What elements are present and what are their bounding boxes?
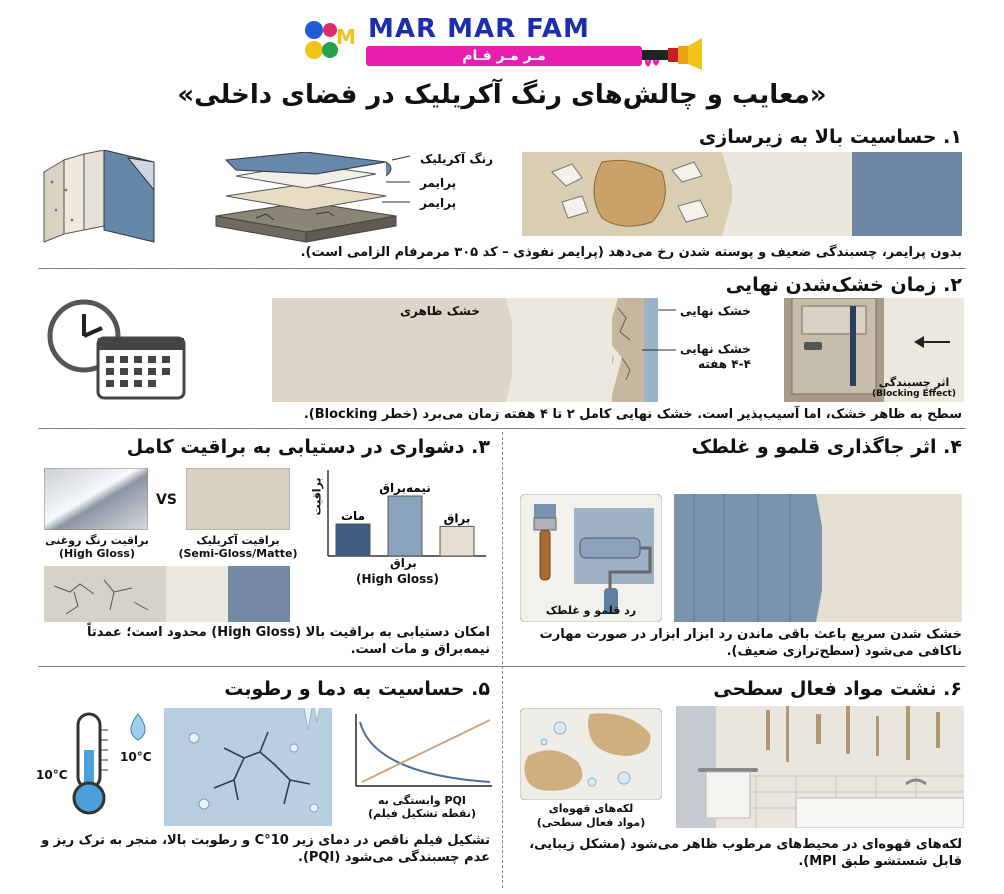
chart-bar-3 (440, 526, 474, 556)
final-dry-label: خشک نهایی (680, 304, 751, 318)
chart-x-label: براق (390, 556, 417, 570)
section-3-caption: امکان دستیابی به براقیت بالا (High Gloss) محدود است؛ عمدتاً نیمه‌براق و مات است. (86, 625, 490, 657)
oil-gloss-swatch (44, 468, 148, 530)
blocking-label-en: (Blocking Effect) (872, 389, 956, 399)
logo-blob-letter: M (336, 25, 356, 49)
versus-label: VS (156, 492, 177, 508)
chart-bar-label-2: نیمه‌براق (379, 481, 431, 495)
gloss-bar-chart (306, 466, 490, 564)
gloss-comparison-strip (44, 566, 290, 622)
section-6-title: ۶. نشت مواد فعال سطحی (713, 678, 962, 700)
temp-label-left: 10°C (36, 768, 68, 782)
section-6-caption: لکه‌های قهوه‌ای در محیط‌های مرطوب ظاهر می‌شود (مشکل زیبایی، قابل شستشو طبق MPI). (529, 837, 962, 869)
pqi-graph-label: وابستگی به PQI (378, 794, 466, 807)
surface-dry-label: خشک ظاهری (400, 304, 480, 318)
peeling-wall-panel (522, 152, 962, 236)
tools-label: رد قلمو و غلطک (545, 604, 637, 617)
chart-bar-label-1: مات (341, 509, 365, 523)
chart-bar-2 (388, 496, 422, 556)
section-5-title: ۵. حساسیت به دما و رطوبت (224, 678, 490, 700)
layer-label-primer-1: پرایمر (420, 176, 457, 190)
chart-bar-1 (336, 524, 370, 556)
logo-persian-band: مـر مـر فـام (366, 46, 642, 66)
section-2-caption: سطح به ظاهر خشک، اما آسیب‌پذیر است. خشک نهایی کامل ۲ تا ۴ هفته زمان می‌برد (خطر Blocking). (303, 407, 962, 422)
blocking-label-fa: اثر چسبندگی (878, 376, 950, 389)
divider-2 (38, 428, 966, 429)
layer-label-acrylic: رنگ آکریلیک (420, 152, 494, 166)
layer-stack-diagram (196, 152, 416, 244)
acrylic-gloss-en-label: (Semi-Gloss/Matte) (178, 547, 298, 560)
acrylic-gloss-label: براقیت آکریلیک (196, 534, 280, 547)
stains-label: لکه‌های قهوه‌ای (548, 802, 634, 815)
section-3-title: ۳. دشواری در دستیابی به براقیت کامل (126, 436, 490, 458)
section-2-title: ۲. زمان خشک‌شدن نهایی (725, 274, 962, 296)
chart-y-label: براقیت (310, 477, 324, 516)
layer-label-primer-2: پرایمر (420, 196, 457, 210)
oil-gloss-label: براقیت رنگ روغنی (45, 534, 149, 547)
oil-gloss-en-label: (High Gloss) (58, 547, 136, 560)
acrylic-gloss-swatch (186, 468, 290, 530)
paint-brush-icon (640, 36, 704, 76)
main-title: «معایب و چالش‌های رنگ آکریلیک در فضای داخلی» (177, 80, 827, 110)
logo-title: MAR MAR FAM (368, 14, 590, 44)
section-1-caption: بدون پرایمر، چسبندگی ضعیف و پوسته شدن رخ می‌دهد (پرایمر نفوذی – کد ۳۰۵ مرمرفام الزامی است). (300, 245, 962, 260)
temp-label-right: 10°C (120, 750, 152, 764)
divider-3 (38, 666, 966, 667)
pqi-graph-label-2: (نقطه تشکیل فیلم) (368, 807, 476, 820)
final-dry-weeks-label: خشک نهایی ۴-۴ هفته (680, 342, 751, 371)
section-4-caption: خشک شدن سریع باعث باقی ماندن رد ابزار ابزار در صورت مهارت ناکافی می‌شود (سطح‌ترازی ضعیف). (539, 627, 962, 659)
brush-roller-panel (520, 494, 662, 622)
stains-label-2: (مواد فعال سطحی) (536, 816, 646, 829)
frozen-cracked-panel (164, 708, 332, 826)
chart-x-label-2: (High Gloss) (356, 572, 439, 586)
chart-bar-label-3: براق (443, 511, 471, 526)
logo-blobs-icon (300, 16, 356, 64)
roller-marks-panel (674, 494, 962, 622)
brown-stains-panel (520, 708, 662, 800)
bathroom-panel (676, 706, 964, 828)
section-5-caption: تشکیل فیلم ناقص در دمای زیر 10°C و رطوبت بالا، منجر به ترک ریز و عدم چسبندگی می‌شود (PQI). (41, 833, 490, 865)
section-1-title: ۱. حساسیت بالا به زیرسازی (698, 126, 962, 148)
pqi-graph (346, 712, 496, 790)
section-4-title: ۴. اثر جاگذاری قلمو و غلطک (691, 436, 962, 458)
clock-calendar-icon (40, 298, 190, 402)
divider-1 (38, 268, 966, 269)
wall-layers-icon (42, 150, 192, 246)
